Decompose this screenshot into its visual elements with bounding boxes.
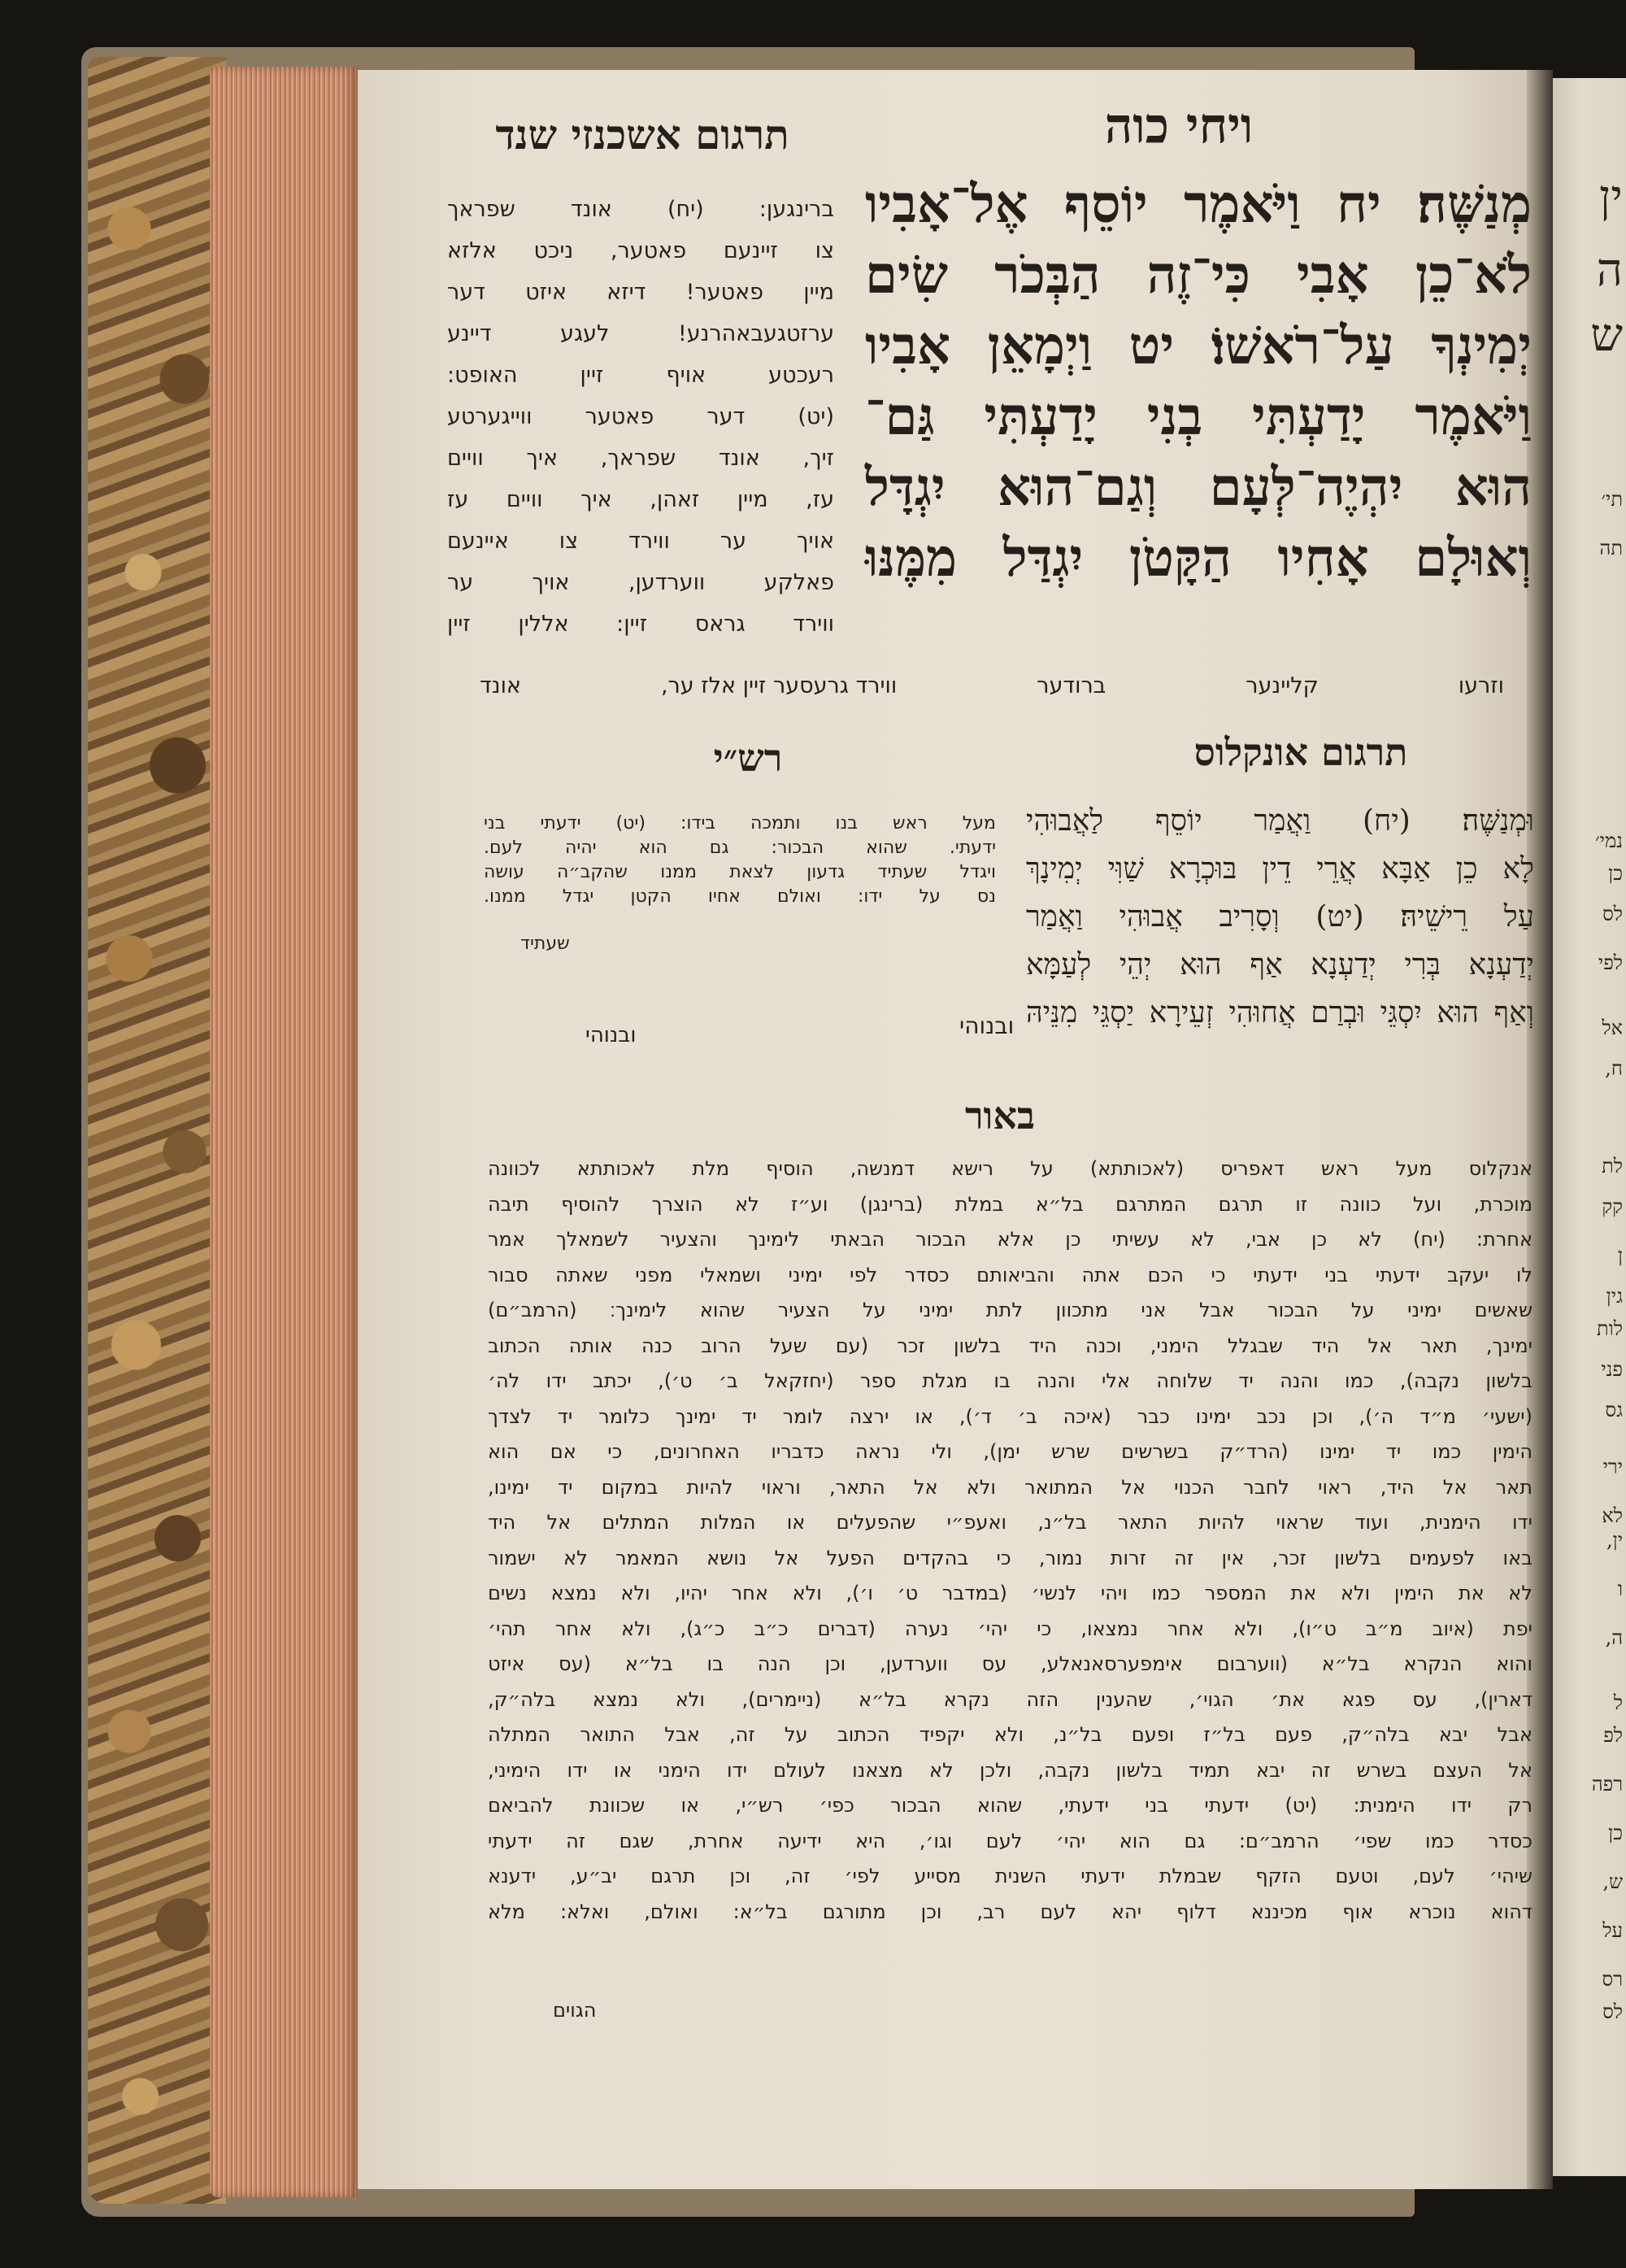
rashi-line: ידעתי. שהוא הבכור: גם הוא יהיה לעם. — [484, 838, 996, 858]
rashi-final-word: שעתיד — [520, 934, 570, 954]
facing-page-fragment: על — [1602, 1919, 1623, 1942]
facing-page-fragment: לס — [1602, 2000, 1623, 2023]
facing-page-fragment: ח, — [1605, 1057, 1623, 1080]
gloss-word: וזרעו — [1458, 673, 1504, 699]
facing-page-fragment: לת — [1602, 1155, 1623, 1178]
onkelos-catchword: ובנוהי — [959, 1012, 1015, 1039]
translation-line: ווירד גראס זיין: אללין זיין — [447, 612, 834, 637]
running-head: ויחי כוה — [1104, 98, 1254, 155]
translation-line: צו זיינעם פאטער, ניכט אלזא — [447, 238, 834, 263]
facing-page-fragment: ש, — [1602, 1870, 1623, 1893]
biur-line: הימין כמו יד ימינו (הרד״ק בשרשים שרש ימן), ולי נראה כדבריו האחרונים, כי אם הוא — [488, 1440, 1533, 1463]
onkelos-line: וְאַף הוּא יִסְגֵּי וּבְרַם אֲחוּהִי זְעֵירָא יַסְגֵּי מִנֵּיהּ — [1026, 996, 1534, 1030]
section-title-onkelos: תרגום אונקלוס — [1193, 730, 1408, 774]
facing-page-fragment: ל — [1613, 1691, 1623, 1714]
facing-page-fragment: ש — [1590, 309, 1623, 362]
gloss-word: ווירד גרעסער זיין אלז ער, — [660, 673, 898, 699]
rashi-block — [484, 812, 996, 909]
facing-page-fragment: קק — [1602, 1195, 1623, 1218]
onkelos-line: עַל רֵישֵׁיהּ׃ (יט) וְסָרִיב אֲבוּהִי וַאֲמַר — [1026, 900, 1534, 934]
onkelos-block — [1026, 797, 1534, 1037]
biur-line: יפת (איוב מ״ב ט״ו), ולא אחר נמצאו, כי יהי׳ נערה (דברים כ״ב כ״ג), ולא אחר תהי׳ — [488, 1617, 1533, 1640]
verse-line: וְאוּלָם אָחִיו הַקָּטֹן יִגְדַּל מִמֶּנּוּ — [865, 528, 1532, 589]
ashkenazi-translation-block — [447, 189, 834, 645]
biur-commentary-block — [488, 1151, 1533, 1930]
translation-line: אויך ער ווירד צו איינעם — [447, 529, 834, 554]
biur-line: אל העצם בשרש זה יבא תמיד בלשון נקבה, ולכן לא מצאנו לעולם ידו הימני או ידו הימיני, — [488, 1758, 1533, 1782]
facing-page-fragment: גס — [1605, 1399, 1623, 1421]
translation-line: רעכטע אויף זיין האופט: — [447, 363, 834, 388]
facing-page-fragment: נמי׳ — [1595, 829, 1623, 852]
rashi-line: מעל ראש בנו ותמכה בידו: (יט) ידעתי בני — [484, 813, 996, 834]
rashi-line: נס על ידו: ואולם אחיו הקטן יגדל ממנו. — [484, 886, 996, 907]
facing-page-fragment: לא — [1602, 1504, 1623, 1527]
translation-line: פאלקע ווערדען, אויך ער — [447, 570, 834, 595]
biur-line: אבל יבא בלה״ק, פעם בל״ז ופעם בל״נ, ולא יקפיד הכתוב על זה, אבל התואר המתלה — [488, 1723, 1533, 1746]
rashi-catchword: ובנוהי — [585, 1023, 637, 1047]
gloss-word: ברודער — [1037, 673, 1106, 699]
section-title-biur: באור — [964, 1094, 1036, 1138]
column-title-translation: תרגום אשכנזי שנד — [495, 111, 789, 159]
facing-page-fragment: ו — [1617, 1578, 1623, 1600]
verse-line: הוּא יִהְיֶה־לְּעָם וְגַם־הוּא יִגְדָּל — [865, 457, 1532, 518]
translation-line: (יט) דער פאטער ווייגערטע — [447, 404, 834, 429]
torah-text-block — [865, 169, 1532, 594]
facing-page-fragment: פני — [1601, 1358, 1623, 1381]
facing-page-fragment: ין, — [1606, 1529, 1623, 1552]
facing-page-fragment: ין — [1599, 171, 1623, 224]
biur-line: והוא הנקרא בל״א (ווערבום אימפערסאנאלע, עס ווערדען, וכן הנה בו בל״א (עס איזט — [488, 1652, 1533, 1675]
facing-page-fragment: תה — [1599, 537, 1623, 559]
biur-line: בלשון נקבה), כמו והנה יד שלוחה אלי והנה בו מגלת ספר (יחזקאל ב׳ ט׳), יכתב ידו לה׳ — [488, 1369, 1533, 1392]
biur-line: דהוא נוכרא אוף מכיננא דלוף יהא לעם רב, וכן מתורגם בל״א: ואולם, ואלא: מלא — [488, 1900, 1533, 1923]
onkelos-line: וּמְנַשֶּׁה׃ (יח) וַאֲמַר יוֹסֵף לַאֲבוּהִי — [1026, 804, 1534, 838]
onkelos-line: לָא כֵן אַבָּא אֲרֵי דֵין בּוּכְרָא שַׁוִּי יְמִינָךְ — [1026, 852, 1534, 886]
gloss-word: אונד — [480, 673, 521, 699]
biur-line: (ישעי׳ מ״ד ה׳), וכן נכב ימינו כבר (איכה ב׳ ד׳), או ירצה לומר יד ימינך כלומר יד לצדך — [488, 1404, 1533, 1428]
onkelos-line: יְדַעְנָא בְּרִי יְדַעְנָא אַף הוּא יְהֵי לְעַמָּא — [1026, 948, 1534, 982]
translation-line: מיין פאטער! דיזא איזט דער — [447, 280, 834, 305]
facing-page-fragment: כן — [1608, 1822, 1623, 1844]
biur-line: מוכרת, ועל כוונה זו תרגם המתרגם בל״א במלת (ברינגן) וע״ז לא הוצרך להוסיף תיבה — [488, 1192, 1533, 1216]
translation-line: זיך, אונד שפראך, איך וויים — [447, 446, 834, 471]
gloss-word: קליינער — [1246, 673, 1319, 699]
biur-line: לא את הימין ולא את המספר כמו ויהי לנשי׳ (במדבר ט׳ ו׳), ולא אחר יהיו, ולא נמצא נשים — [488, 1582, 1533, 1604]
biur-final-word: הגוים — [553, 1999, 597, 2022]
rashi-line: ויגדל שעתיד גדעון לצאת ממנו שהקב״ה עושה — [484, 862, 996, 882]
biur-line: ימינך, תאר אל היד שבגלל הימני, וכנה היד בלשון זכר (עם שעל הרוב כנה אותה הכתוב — [488, 1334, 1533, 1357]
facing-page-edge — [1553, 78, 1626, 2176]
biur-line: אחרת: (יח) לא כן אבי, לא עשיתי כן אלא הבכור הבאתי לימינך והצעיר לשמאלך אמר — [488, 1228, 1533, 1251]
biur-line: שיהי׳ לעם, וטעם הזקף שבמלת ידעתי השנית מסייע לפי׳ זה, וכן תרגם יב״ע, ידענא — [488, 1865, 1533, 1887]
facing-page-fragment: לפ — [1603, 1724, 1623, 1747]
facing-page-fragment: רס — [1602, 1968, 1623, 1991]
translation-line: עז, מיין זאהן, איך וויים עז — [447, 487, 834, 512]
facing-page-fragment: רפה — [1591, 1773, 1623, 1796]
facing-page-fragment: תי׳ — [1601, 488, 1623, 511]
biur-line: רק ידו הימנית: (יט) ידעתי בני ידעתי, שהוא הבכור כפי׳ רש״י, או שכוונת להביאם — [488, 1794, 1533, 1817]
section-title-rashi: רש״י — [713, 736, 783, 780]
biur-line: כסדר כמו שפי׳ הרמב״ם: גם הוא יהי׳ לעם וגו׳, היא ידיעה אחרת, שגם זה ידעתי — [488, 1829, 1533, 1852]
biur-line: דארין), עס פגא את׳ הגוי׳, שהענין הזה נקרא בל״א (ניימרים), ולא נמצא בלה״ק, — [488, 1687, 1533, 1711]
biur-line: לו יעקב ידעתי בני ידעתי כי הכם אתה והביאותם כסדר לפי ימיני ושמאלי מפני שאתה סבור — [488, 1263, 1533, 1286]
facing-page-fragment: אל — [1602, 1016, 1623, 1039]
biur-line: שאשים ימיני על הבכור אבל אני מתכוון לתת ימיני על הצעיר שהוא לימינך׃ (הרמב״ם) — [488, 1299, 1533, 1321]
facing-page-fragment: ירי — [1602, 1456, 1623, 1478]
verse-line: יְמִינְךָ עַל־רֹאשׁוֹ׃ יט וַיְמָאֵן אָבִיו — [865, 316, 1532, 377]
facing-page-fragment: ן — [1617, 1244, 1623, 1267]
biur-line: באו לפעמים בלשון זכר, אין זה זרות נמור, כי בהקדים הפעל אל נושא המאמר לא ישמור — [488, 1546, 1533, 1569]
marbled-edge — [88, 57, 226, 2204]
page-block-edge — [210, 67, 358, 2197]
translation-line: ברינגען: (יח) אונד שפראך — [447, 197, 834, 222]
biur-line: תאר אל היד, ראוי לחבר הכנוי אל המתואר ולא אל התאר, וראוי להיות במקום יד ימינו, — [488, 1475, 1533, 1499]
facing-page-fragment: לס — [1602, 903, 1623, 925]
facing-page-fragment: ה — [1596, 244, 1623, 297]
biur-line: ידו הימנית, ועוד שראוי להיות התאר בל״נ, ואעפ״י שהפעלים או המלות המתלים אל היד — [488, 1511, 1533, 1534]
facing-page-fragment: לפי — [1598, 951, 1623, 974]
verse-line: וַיֹּאמֶר יָדַעְתִּי בְנִי יָדַעְתִּי גַּם־ — [865, 386, 1532, 447]
verse-line: מְנַשֶּׁה׃ יח וַיֹּאמֶר יוֹסֵף אֶל־אָבִיו — [865, 174, 1532, 235]
facing-page-fragment: גין — [1606, 1285, 1623, 1308]
facing-page-fragment: לות — [1596, 1317, 1623, 1340]
verse-line: לֹא־כֵן אָבִי כִּי־זֶה הַבְּכֹר שִׂים — [865, 245, 1532, 306]
facing-page-fragment: כן — [1608, 862, 1623, 885]
biur-line: אנקלוס מעל ראש דאפריס (לאכותתא) על רישא דמנשה, הוסיף מלת לאכותתא לכוונה — [488, 1157, 1533, 1180]
facing-page-fragment: ה, — [1605, 1626, 1623, 1649]
interlinear-gloss-row — [480, 673, 1504, 699]
translation-line: ערזטגעבאהרנע! לעגע דיינע — [447, 321, 834, 346]
